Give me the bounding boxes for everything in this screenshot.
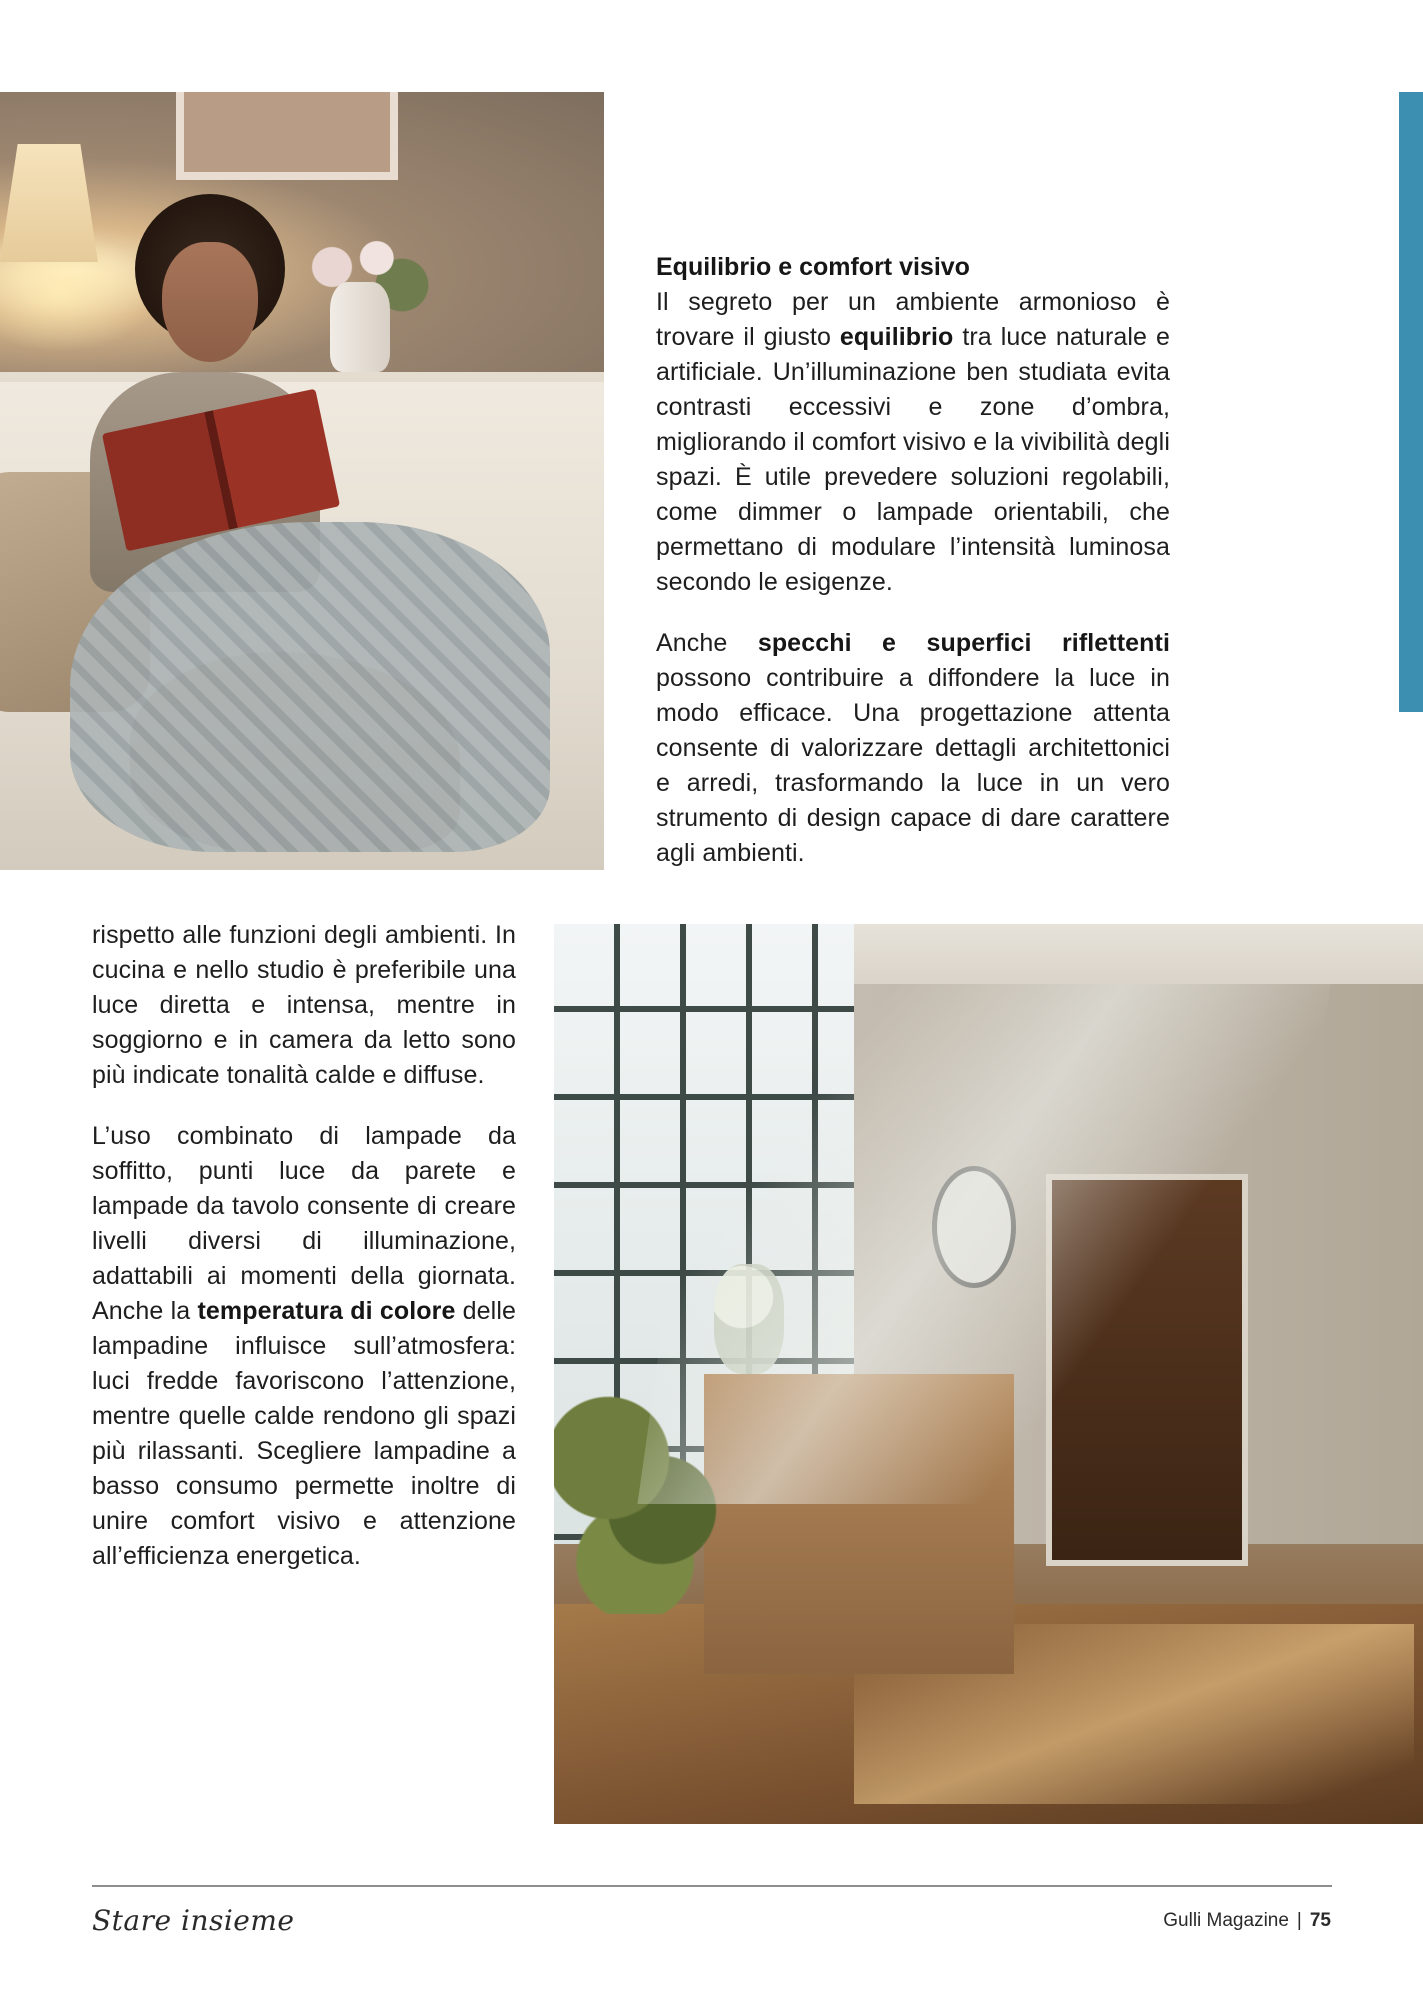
footer-section-name: Stare insieme bbox=[92, 1904, 295, 1937]
left-text-column bbox=[92, 918, 516, 1600]
photo-sunlit-room bbox=[554, 924, 1423, 1824]
emphasis-specchi: specchi e superfici riflettenti bbox=[757, 629, 1171, 657]
paragraph-specchi: Anche specchi e superfici riflettenti possono contribuire a diffondere la luce in modo efficace. Una progettazione attenta consente di valorizzare dettagli architettonici e arredi, trasformando la luce in un vero strumento di design capace di dare carattere agli ambienti. bbox=[656, 629, 1171, 867]
page-number: 75 bbox=[1309, 1910, 1331, 1931]
footer-divider bbox=[92, 1885, 1332, 1887]
emphasis-equilibrio: equilibrio bbox=[839, 323, 954, 351]
section-heading: Equilibrio e comfort visivo bbox=[656, 253, 970, 281]
section-color-tab bbox=[1399, 92, 1423, 712]
paragraph-equilibrio: Il segreto per un ambiente armonioso è trovare il giusto equilibrio tra luce naturale e artificiale. Un’illuminazione ben studiata evita contrasti eccessivi e zone d’ombra, migliorando il comfort visivo e la vivibilità degli spazi. È utile prevedere soluzioni regolabili, come dimmer o lampade orientabili, che permettano di modulare l’intensità luminosa secondo le esigenze. bbox=[656, 288, 1170, 596]
right-text-column bbox=[656, 250, 1170, 897]
footer-separator: | bbox=[1296, 1910, 1302, 1931]
footer-page-info bbox=[1163, 1910, 1331, 1932]
paragraph-funzioni: rispetto alle funzioni degli ambienti. In cucina e nello studio è preferibile una luce diretta e intensa, mentre in soggiorno e in camera da letto sono più indicate tonalità calde e diffuse. bbox=[92, 921, 516, 1089]
magazine-name: Gulli Magazine bbox=[1163, 1910, 1289, 1931]
paragraph-lampade: L’uso combinato di lampade da soffitto, punti luce da parete e lampade da tavolo consente di creare livelli diversi di illuminazione, adattabili ai momenti della giornata. Anche la temperatura di colore delle lampadine influisce sull’atmosfera: luci fredde favoriscono l’attenzione, mentre quelle calde rendono gli spazi più rilassanti. Scegliere lampadine a basso consumo permette inoltre di unire comfort visivo e attenzione all’efficienza energetica. bbox=[92, 1122, 516, 1570]
emphasis-temperatura: temperatura di colore bbox=[197, 1297, 456, 1325]
photo-woman-reading bbox=[0, 92, 604, 870]
